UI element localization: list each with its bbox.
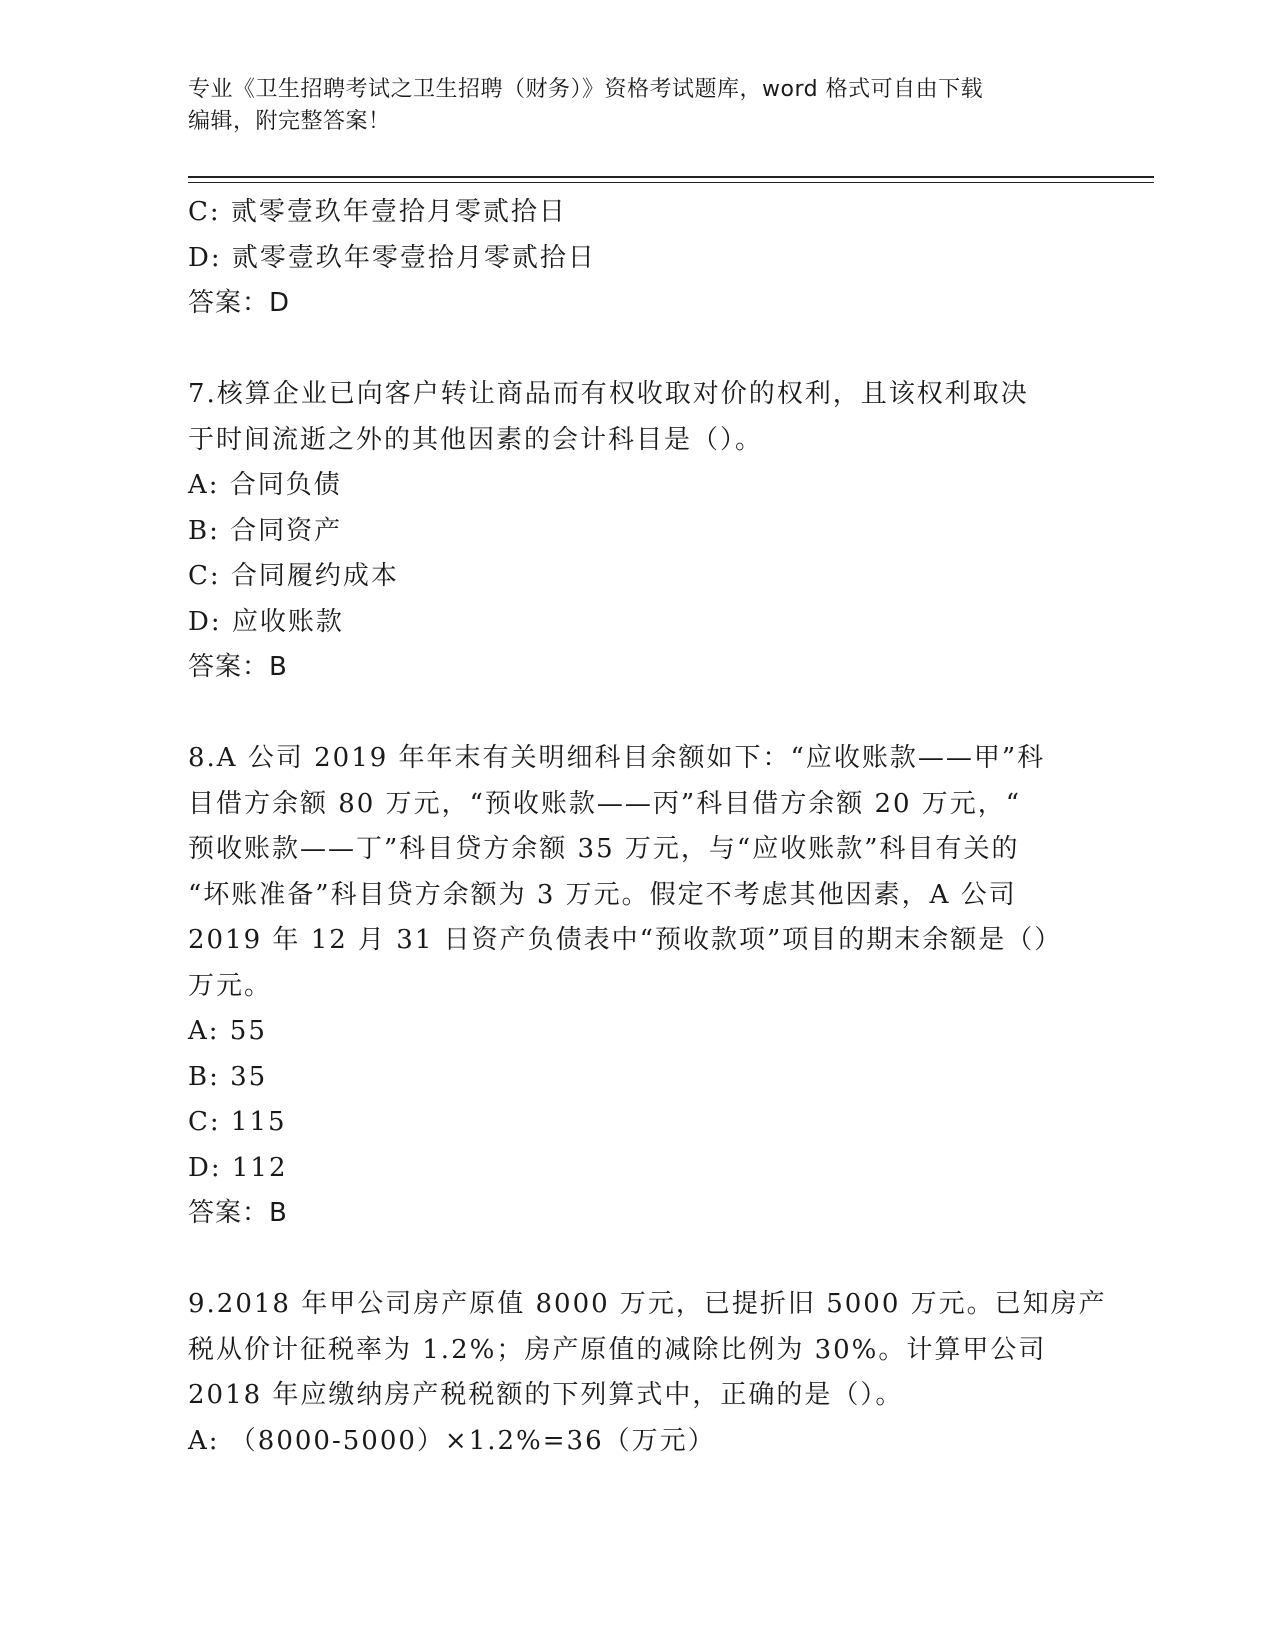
spacer [188, 327, 1088, 373]
q8-stem-line-5: 2019 年 12 月 31 日资产负债表中“预收款项”项目的期末余额是（） [188, 925, 1063, 955]
question-6-tail [188, 190, 1088, 327]
header-rule-thick [188, 176, 1154, 178]
question-9 [188, 1282, 1107, 1464]
q8-option-d: D: 112 [188, 1152, 288, 1183]
question-8 [188, 736, 1088, 1237]
document-body [188, 190, 1107, 1464]
q7-option-b: B: 合同资产 [188, 515, 343, 546]
q7-option-a: A: 合同负债 [188, 470, 342, 500]
q7-option-d: D: 应收账款 [188, 606, 344, 637]
q8-option-a: A: 55 [188, 1016, 267, 1046]
q7-stem-line-1: 7.核算企业已向客户转让商品而有权收取对价的权利，且该权利取决 [188, 379, 1029, 409]
q8-stem-line-6: 万元。 [188, 970, 273, 1001]
q6-option-d: D: 贰零壹玖年零壹拾月零贰拾日 [188, 242, 596, 273]
q9-stem-line-3: 2018 年应缴纳房产税税额的下列算式中，正确的是（）。 [188, 1380, 904, 1410]
q9-stem-line-1: 9.2018 年甲公司房产原值 8000 万元，已提折旧 5000 万元。已知房产 [188, 1289, 1107, 1319]
q8-stem-line-1: 8.A 公司 2019 年年末有关明细科目余额如下：“应收账款——甲”科 [188, 743, 1046, 773]
q7-option-c: C: 合同履约成本 [188, 561, 399, 591]
q6-answer: 答案：D [188, 288, 291, 318]
question-7 [188, 372, 1088, 691]
q9-stem-line-2: 税从价计征税率为 1.2%；房产原值的减除比例为 30%。计算甲公司 [188, 1334, 1047, 1365]
header-rule-thin [188, 182, 1154, 183]
q8-option-c: C: 115 [188, 1107, 287, 1137]
q8-answer: 答案：B [188, 1198, 288, 1228]
q6-option-c: C: 贰零壹玖年壹拾月零贰拾日 [188, 197, 567, 227]
q8-stem-line-2: 目借方余额 80 万元，“预收账款——丙”科目借方余额 20 万元，“ [188, 788, 1022, 819]
spacer [188, 1237, 1088, 1283]
header-line-1: 专业《卫生招聘考试之卫生招聘（财务）》资格考试题库，word 格式可自由下载 [188, 77, 984, 102]
header-line-2: 编辑，附完整答案！ [188, 109, 391, 134]
q7-stem-line-2: 于时间流逝之外的其他因素的会计科目是（）。 [188, 424, 764, 455]
q9-option-a: A: （8000-5000）×1.2%=36（万元） [188, 1425, 716, 1456]
q8-option-b: B: 35 [188, 1061, 268, 1092]
spacer [188, 691, 1088, 737]
q8-stem-line-3: 预收账款——丁”科目贷方余额 35 万元，与“应收账款”科目有关的 [188, 834, 1020, 864]
q8-stem-line-4: “坏账准备”科目贷方余额为 3 万元。假定不考虑其他因素，A 公司 [188, 879, 1017, 910]
document-header [188, 74, 1068, 138]
q7-answer: 答案：B [188, 652, 288, 682]
